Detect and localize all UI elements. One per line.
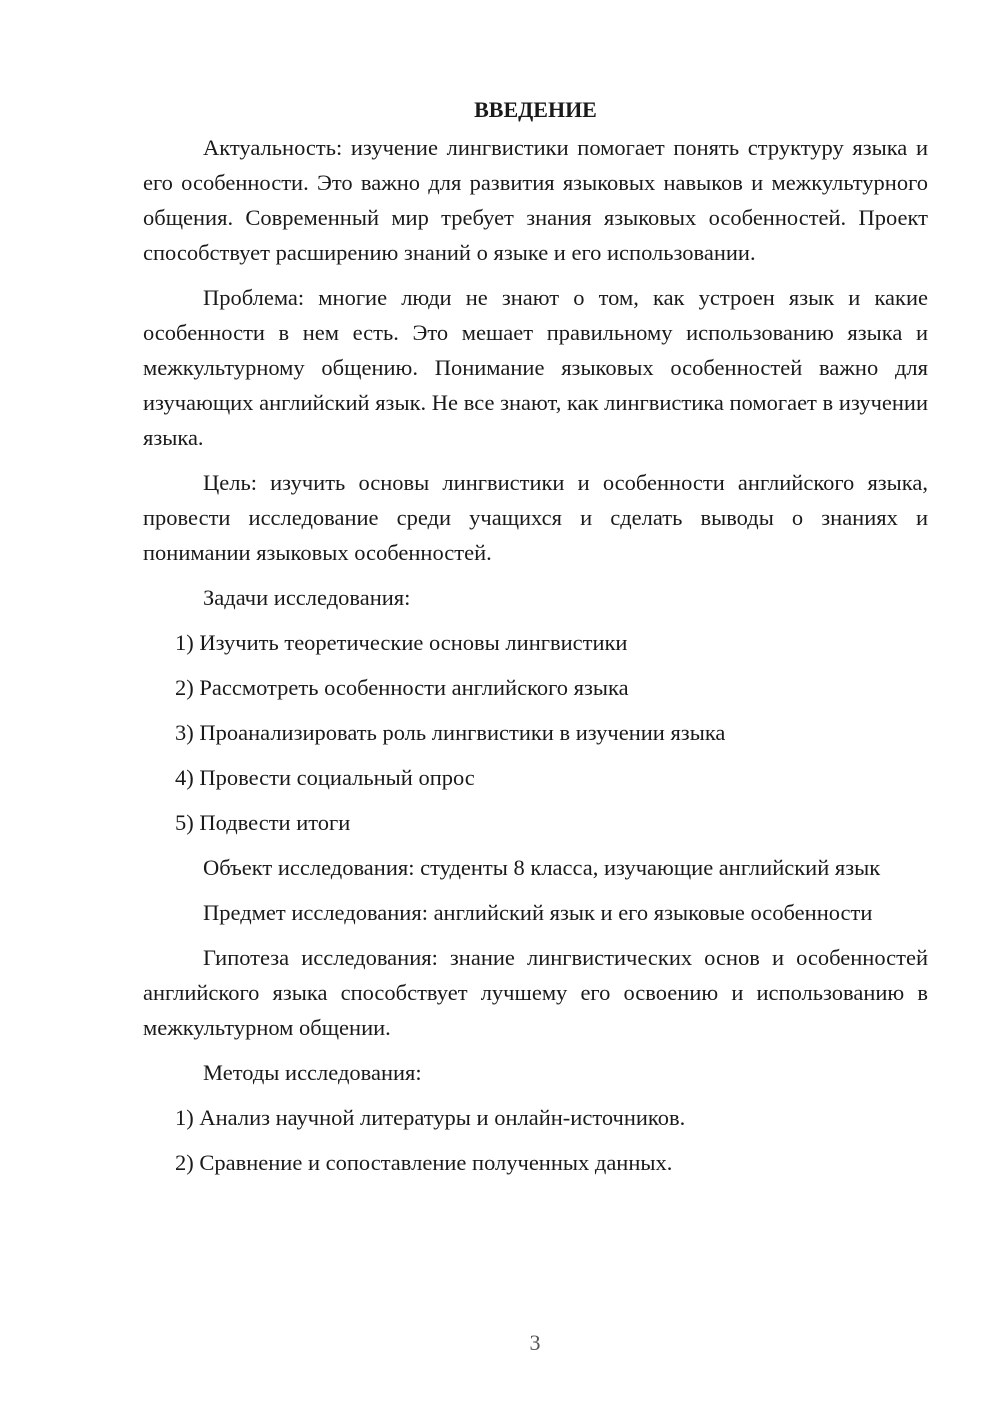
tasks-list	[143, 625, 928, 840]
method-item: 2) Сравнение и сопоставление полученных данных.	[175, 1150, 673, 1175]
task-item: 5) Подвести итоги	[175, 810, 351, 835]
methods-heading: Методы исследования:	[203, 1060, 422, 1085]
problem-paragraph: Проблема: многие люди не знают о том, как устроен язык и какие особенности в нем есть. Это мешает правильному использованию языка и межкультурному общению. Понимание языковых особенностей важно для изучающих английский язык. Не все знают, как лингвистика помогает в изучении языка.	[143, 285, 928, 450]
goal-paragraph: Цель: изучить основы лингвистики и особенности английского языка, провести исследование среди учащихся и сделать выводы о знаниях и понимании языковых особенностей.	[143, 470, 928, 565]
relevance-paragraph: Актуальность: изучение лингвистики помогает понять структуру языка и его особенности. Это важно для развития языковых навыков и межкультурного общения. Современный мир требует знания языковых особенностей. Проект способствует расширению знаний о языке и его использовании.	[143, 135, 928, 265]
subject-paragraph: Предмет исследования: английский язык и его языковые особенности	[203, 900, 873, 925]
task-item: 4) Провести социальный опрос	[175, 765, 475, 790]
page-number: 3	[529, 1330, 541, 1355]
task-item: 3) Проанализировать роль лингвистики в изучении языка	[175, 720, 726, 745]
task-item: 2) Рассмотреть особенности английского языка	[175, 675, 629, 700]
object-paragraph: Объект исследования: студенты 8 класса, изучающие английский язык	[203, 855, 881, 880]
method-item: 1) Анализ научной литературы и онлайн-источников.	[175, 1105, 686, 1130]
tasks-heading: Задачи исследования:	[203, 585, 411, 610]
methods-list	[143, 1100, 928, 1180]
task-item: 1) Изучить теоретические основы лингвистики	[175, 630, 628, 655]
document-page	[143, 90, 928, 1190]
hypothesis-paragraph: Гипотеза исследования: знание лингвистических основ и особенностей английского языка способствует лучшему его освоению и использованию в межкультурном общении.	[143, 945, 928, 1040]
page-title: ВВЕДЕНИЕ	[474, 97, 597, 122]
